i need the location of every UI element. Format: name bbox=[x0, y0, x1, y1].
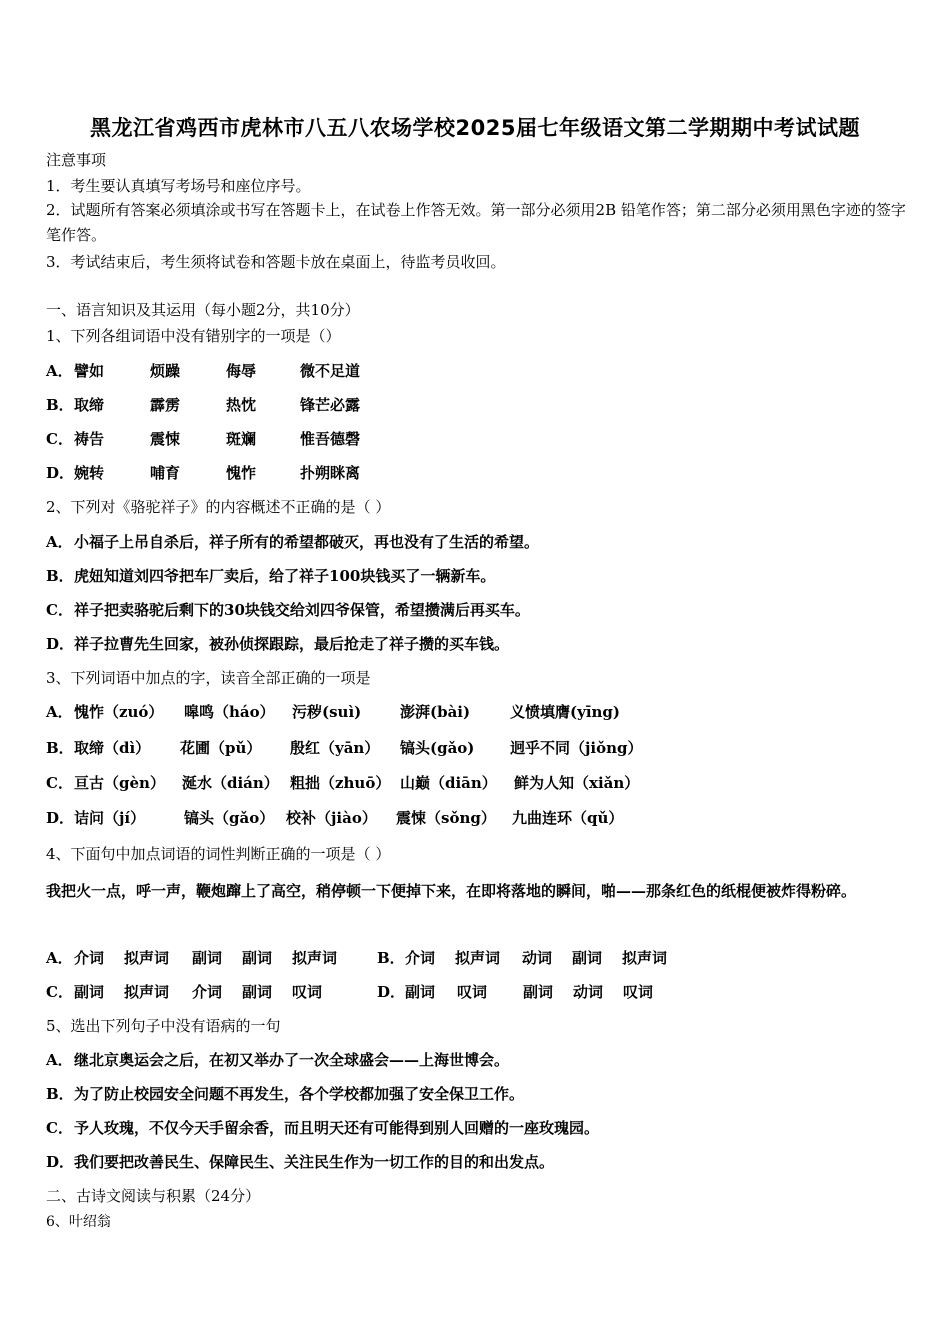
option-word: 副词 bbox=[405, 983, 436, 1001]
question-stem: 4、下面句中加点词语的词性判断正确的一项是（ ） bbox=[46, 845, 391, 863]
question-stem: 6、叶绍翁 bbox=[46, 1214, 111, 1230]
option-word: 九曲连环（qǔ） bbox=[512, 809, 624, 827]
option-word: 亘古（gèn） bbox=[74, 774, 165, 792]
option-word: 副词 bbox=[74, 983, 105, 1001]
option-label: B． bbox=[46, 396, 74, 414]
option-word: 婉转 bbox=[74, 464, 105, 482]
option-text: 予人玫瑰，不仅今天手留余香，而且明天还有可能得到别人回赠的一座玫瑰园。 bbox=[74, 1119, 600, 1137]
option-label: C． bbox=[46, 774, 73, 792]
option-word: 山巅（diān） bbox=[400, 774, 497, 792]
option-row bbox=[46, 982, 323, 1002]
option-word: 祷告 bbox=[74, 430, 105, 448]
option-word: 斑斓 bbox=[226, 430, 257, 448]
option-word: 嗥鸣（háo） bbox=[184, 703, 275, 721]
option-word: 介词 bbox=[74, 949, 105, 967]
notice-heading: 注意事项 bbox=[46, 151, 107, 169]
option-word: 愧怍 bbox=[226, 464, 257, 482]
option-row bbox=[46, 532, 539, 552]
option-label: D． bbox=[46, 1153, 75, 1171]
option-row bbox=[46, 600, 530, 620]
option-word: 取缔（dì） bbox=[74, 739, 151, 757]
option-word: 拟声词 bbox=[292, 949, 338, 967]
option-row bbox=[46, 566, 495, 586]
option-word: 拟声词 bbox=[455, 949, 501, 967]
option-word: 动词 bbox=[522, 949, 553, 967]
option-row bbox=[46, 361, 361, 381]
option-word: 取缔 bbox=[74, 396, 105, 414]
option-word: 震悚 bbox=[150, 430, 181, 448]
option-row bbox=[46, 1118, 599, 1138]
section-heading: 一、语言知识及其运用（每小题2分，共10分） bbox=[46, 301, 360, 319]
question-stem: 1、下列各组词语中没有错别字的一项是（） bbox=[46, 327, 341, 345]
option-word: 粗拙（zhuō） bbox=[290, 774, 391, 792]
option-word: 锋芒必露 bbox=[300, 396, 361, 414]
option-word: 叹词 bbox=[292, 983, 323, 1001]
option-text: 虎妞知道刘四爷把车厂卖后，给了祥子100块钱买了一辆新车。 bbox=[74, 567, 496, 585]
option-word: 介词 bbox=[192, 983, 223, 1001]
option-label: A． bbox=[46, 703, 73, 721]
notice-item: 1．考生要认真填写考场号和座位序号。 bbox=[46, 177, 311, 195]
option-word: 拟声词 bbox=[124, 949, 170, 967]
option-text: 我们要把改善民生、保障民生、关注民生作为一切工作的目的和出发点。 bbox=[74, 1153, 555, 1171]
option-row bbox=[46, 738, 643, 758]
notice-item: 3．考试结束后，考生须将试卷和答题卡放在桌面上，待监考员收回。 bbox=[46, 253, 506, 271]
section-heading: 二、古诗文阅读与积累（24分） bbox=[46, 1187, 261, 1205]
option-row bbox=[46, 808, 624, 828]
option-label: A． bbox=[46, 533, 73, 551]
option-word: 涎水（dián） bbox=[182, 774, 279, 792]
option-word: 迥乎不同（jiǒng） bbox=[510, 739, 643, 757]
question-passage: 我把火一点，呼一声，鞭炮蹿上了高空，稍停顿一下便掉下来，在即将落地的瞬间，啪——那条红色的纸棍便被炸得粉碎。 bbox=[46, 882, 857, 900]
question-stem: 3、下列词语中加点的字，读音全部正确的一项是 bbox=[46, 669, 371, 687]
option-row bbox=[377, 982, 654, 1002]
option-word: 叹词 bbox=[623, 983, 654, 1001]
option-label: C． bbox=[46, 601, 73, 619]
option-row bbox=[46, 463, 361, 483]
option-word: 花圃（pǔ） bbox=[180, 739, 262, 757]
option-label: C． bbox=[46, 430, 73, 448]
option-row bbox=[46, 702, 621, 722]
option-word: 动词 bbox=[573, 983, 604, 1001]
option-label: A． bbox=[46, 949, 73, 967]
option-row bbox=[46, 773, 640, 793]
option-word: 惟吾德磬 bbox=[300, 430, 361, 448]
option-word: 污秽(suì) bbox=[292, 703, 362, 721]
option-word: 镐头(gǎo) bbox=[400, 739, 475, 757]
option-row bbox=[46, 1084, 524, 1104]
page-title: 黑龙江省鸡西市虎林市八五八农场学校2025届七年级语文第二学期期中考试试题 bbox=[90, 116, 860, 140]
option-word: 叹词 bbox=[457, 983, 488, 1001]
option-word: 义愤填膺(yīng) bbox=[510, 703, 621, 721]
option-word: 愧怍（zuó） bbox=[74, 703, 164, 721]
option-word: 澎湃(bài) bbox=[400, 703, 471, 721]
option-text: 继北京奥运会之后，在初又举办了一次全球盛会——上海世博会。 bbox=[74, 1051, 510, 1069]
option-word: 侮辱 bbox=[226, 362, 257, 380]
option-label: B． bbox=[46, 1085, 74, 1103]
option-word: 诘问（jí） bbox=[74, 809, 146, 827]
option-word: 拟声词 bbox=[124, 983, 170, 1001]
option-word: 哺育 bbox=[150, 464, 181, 482]
option-label: A． bbox=[46, 362, 73, 380]
option-word: 副词 bbox=[242, 983, 273, 1001]
option-word: 副词 bbox=[523, 983, 554, 1001]
option-label: D． bbox=[46, 809, 75, 827]
option-word: 烦躁 bbox=[150, 362, 181, 380]
option-word: 霹雳 bbox=[150, 396, 181, 414]
question-stem: 2、下列对《骆驼祥子》的内容概述不正确的是（ ） bbox=[46, 498, 391, 516]
option-word: 热忱 bbox=[226, 396, 257, 414]
option-label: D． bbox=[46, 635, 75, 653]
question-stem: 5、选出下列句子中没有语病的一句 bbox=[46, 1017, 281, 1035]
option-word: 譬如 bbox=[74, 362, 105, 380]
option-text: 祥子把卖骆驼后剩下的30块钱交给刘四爷保管，希望攒满后再买车。 bbox=[74, 601, 530, 619]
option-word: 微不足道 bbox=[300, 362, 361, 380]
option-word: 鲜为人知（xiǎn） bbox=[514, 774, 640, 792]
option-word: 扑朔眯离 bbox=[300, 464, 361, 482]
option-row bbox=[46, 948, 338, 968]
option-row bbox=[46, 634, 509, 654]
option-word: 拟声词 bbox=[622, 949, 668, 967]
option-label: D． bbox=[46, 464, 75, 482]
option-word: 校补（jiào） bbox=[286, 809, 377, 827]
option-row bbox=[46, 1152, 554, 1172]
option-word: 介词 bbox=[405, 949, 436, 967]
option-label: B． bbox=[46, 739, 74, 757]
option-label: C． bbox=[46, 1119, 73, 1137]
option-text: 为了防止校园安全问题不再发生，各个学校都加强了安全保卫工作。 bbox=[74, 1085, 525, 1103]
option-text: 祥子拉曹先生回家，被孙侦探跟踪，最后抢走了祥子攒的买车钱。 bbox=[74, 635, 510, 653]
option-row bbox=[377, 948, 668, 968]
option-label: C． bbox=[46, 983, 73, 1001]
option-row bbox=[46, 395, 361, 415]
option-label: D． bbox=[377, 983, 406, 1001]
option-row bbox=[46, 1050, 509, 1070]
option-row bbox=[46, 429, 361, 449]
option-text: 小福子上吊自杀后，祥子所有的希望都破灭，再也没有了生活的希望。 bbox=[74, 533, 540, 551]
option-label: A． bbox=[46, 1051, 73, 1069]
notice-item: 2．试题所有答案必须填涂或书写在答题卡上，在试卷上作答无效。第一部分必须用2B 铅笔作答；第二部分必须用黑色字迹的签字笔作答。 bbox=[46, 201, 906, 244]
option-word: 副词 bbox=[572, 949, 603, 967]
option-word: 副词 bbox=[192, 949, 223, 967]
option-label: B． bbox=[377, 949, 405, 967]
option-word: 镐头（gǎo） bbox=[184, 809, 275, 827]
option-label: B． bbox=[46, 567, 74, 585]
option-word: 震悚（sǒng） bbox=[396, 809, 496, 827]
option-word: 副词 bbox=[242, 949, 273, 967]
option-word: 殷红（yān） bbox=[290, 739, 380, 757]
